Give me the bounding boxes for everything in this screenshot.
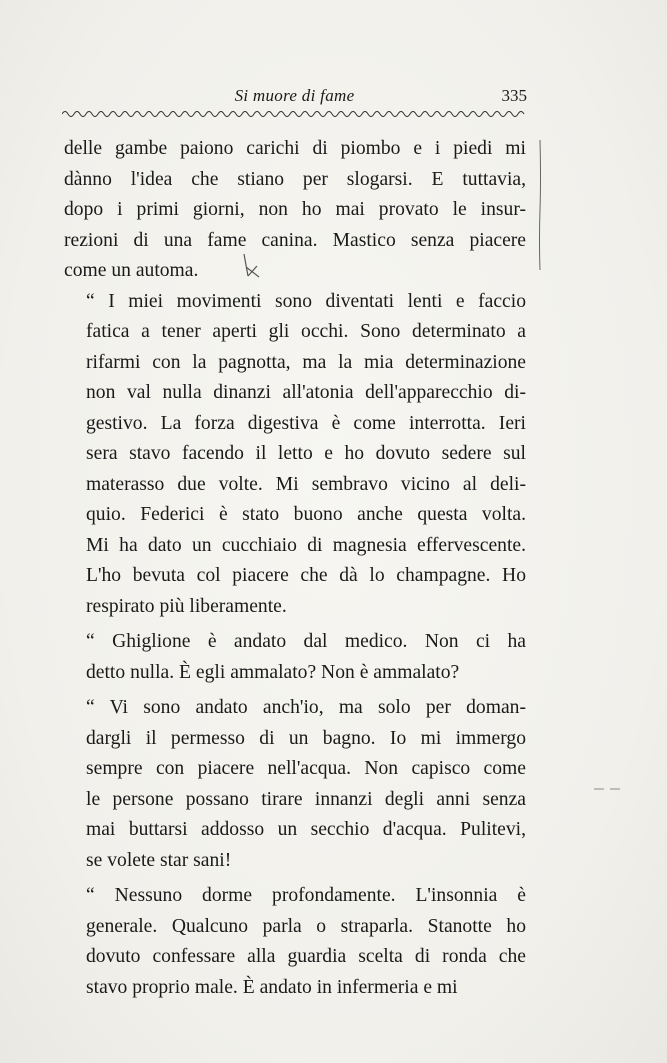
text-line: L'ho bevuta col piacere che dà lo champagne. Ho [86, 565, 526, 586]
text-line: gestivo. La forza digestiva è come interrotta. Ieri [86, 412, 526, 434]
handwritten-pencil-mark [240, 252, 262, 280]
page-number: 335 [501, 86, 527, 105]
margin-pencil-line [538, 140, 542, 270]
text-line: se volete star sani! [86, 849, 232, 871]
text-line: fatica a tener aperti gli occhi. Sono determinato a [86, 321, 526, 342]
margin-pencil-dash [594, 786, 622, 792]
text-line: dànno l'idea che stiano per slogarsi. E tuttavia, [64, 168, 526, 190]
paragraph [64, 134, 526, 287]
text-line: sera stavo facendo il letto e ho dovuto sedere sul [86, 443, 526, 464]
text-line: detto nulla. È egli ammalato? Non è ammalato? [86, 661, 460, 683]
text-line: non val nulla dinanzi all'atonia dell'apparecchio di- [86, 382, 526, 403]
paragraph [64, 627, 526, 688]
text-line: dovuto confessare alla guardia scelta di ronda che [86, 946, 526, 967]
text-line: “ Vi sono andato anch'io, ma solo per doman- [86, 697, 526, 718]
body-text [64, 134, 526, 1003]
page-header [62, 86, 527, 110]
text-line: sempre con piacere nell'acqua. Non capisco come [86, 758, 526, 779]
text-line: rezioni di una fame canina. Mastico senza piacere [64, 229, 526, 251]
text-line: le persone possano tirare innanzi degli anni senza [86, 788, 526, 810]
text-line: come un automa. [64, 260, 199, 281]
text-line: quio. Federici è stato buono anche questa volta. [86, 504, 526, 525]
decorative-wavy-rule [62, 108, 527, 120]
text-line: stavo proprio male. È andato in infermeria e mi [86, 976, 458, 998]
text-line: generale. Qualcuno parla o straparla. Stanotte ho [86, 915, 526, 937]
text-line: respirato più liberamente. [86, 595, 287, 617]
text-line: materasso due volte. Mi sembravo vicino al deli- [86, 473, 526, 495]
running-title: Si muore di fame [234, 86, 355, 105]
text-line: dargli il permesso di un bagno. Io mi immergo [86, 727, 526, 749]
text-line: dopo i primi giorni, non ho mai provato le insur- [64, 199, 526, 220]
paragraph [64, 693, 526, 876]
text-line: rifarmi con la pagnotta, ma la mia determinazione [86, 351, 526, 373]
text-line: “ I miei movimenti sono diventati lenti e faccio [86, 290, 526, 312]
text-line: mai buttarsi addosso un secchio d'acqua. Pulitevi, [86, 819, 526, 840]
text-line: delle gambe paiono carichi di piombo e i piedi mi [64, 138, 526, 159]
paragraph [64, 287, 526, 623]
text-line: “ Ghiglione è andato dal medico. Non ci ha [86, 631, 526, 652]
text-line: Mi ha dato un cucchiaio di magnesia effervescente. [86, 534, 526, 556]
text-line: “ Nessuno dorme profondamente. L'insonnia è [86, 885, 526, 906]
paragraph [64, 881, 526, 1003]
